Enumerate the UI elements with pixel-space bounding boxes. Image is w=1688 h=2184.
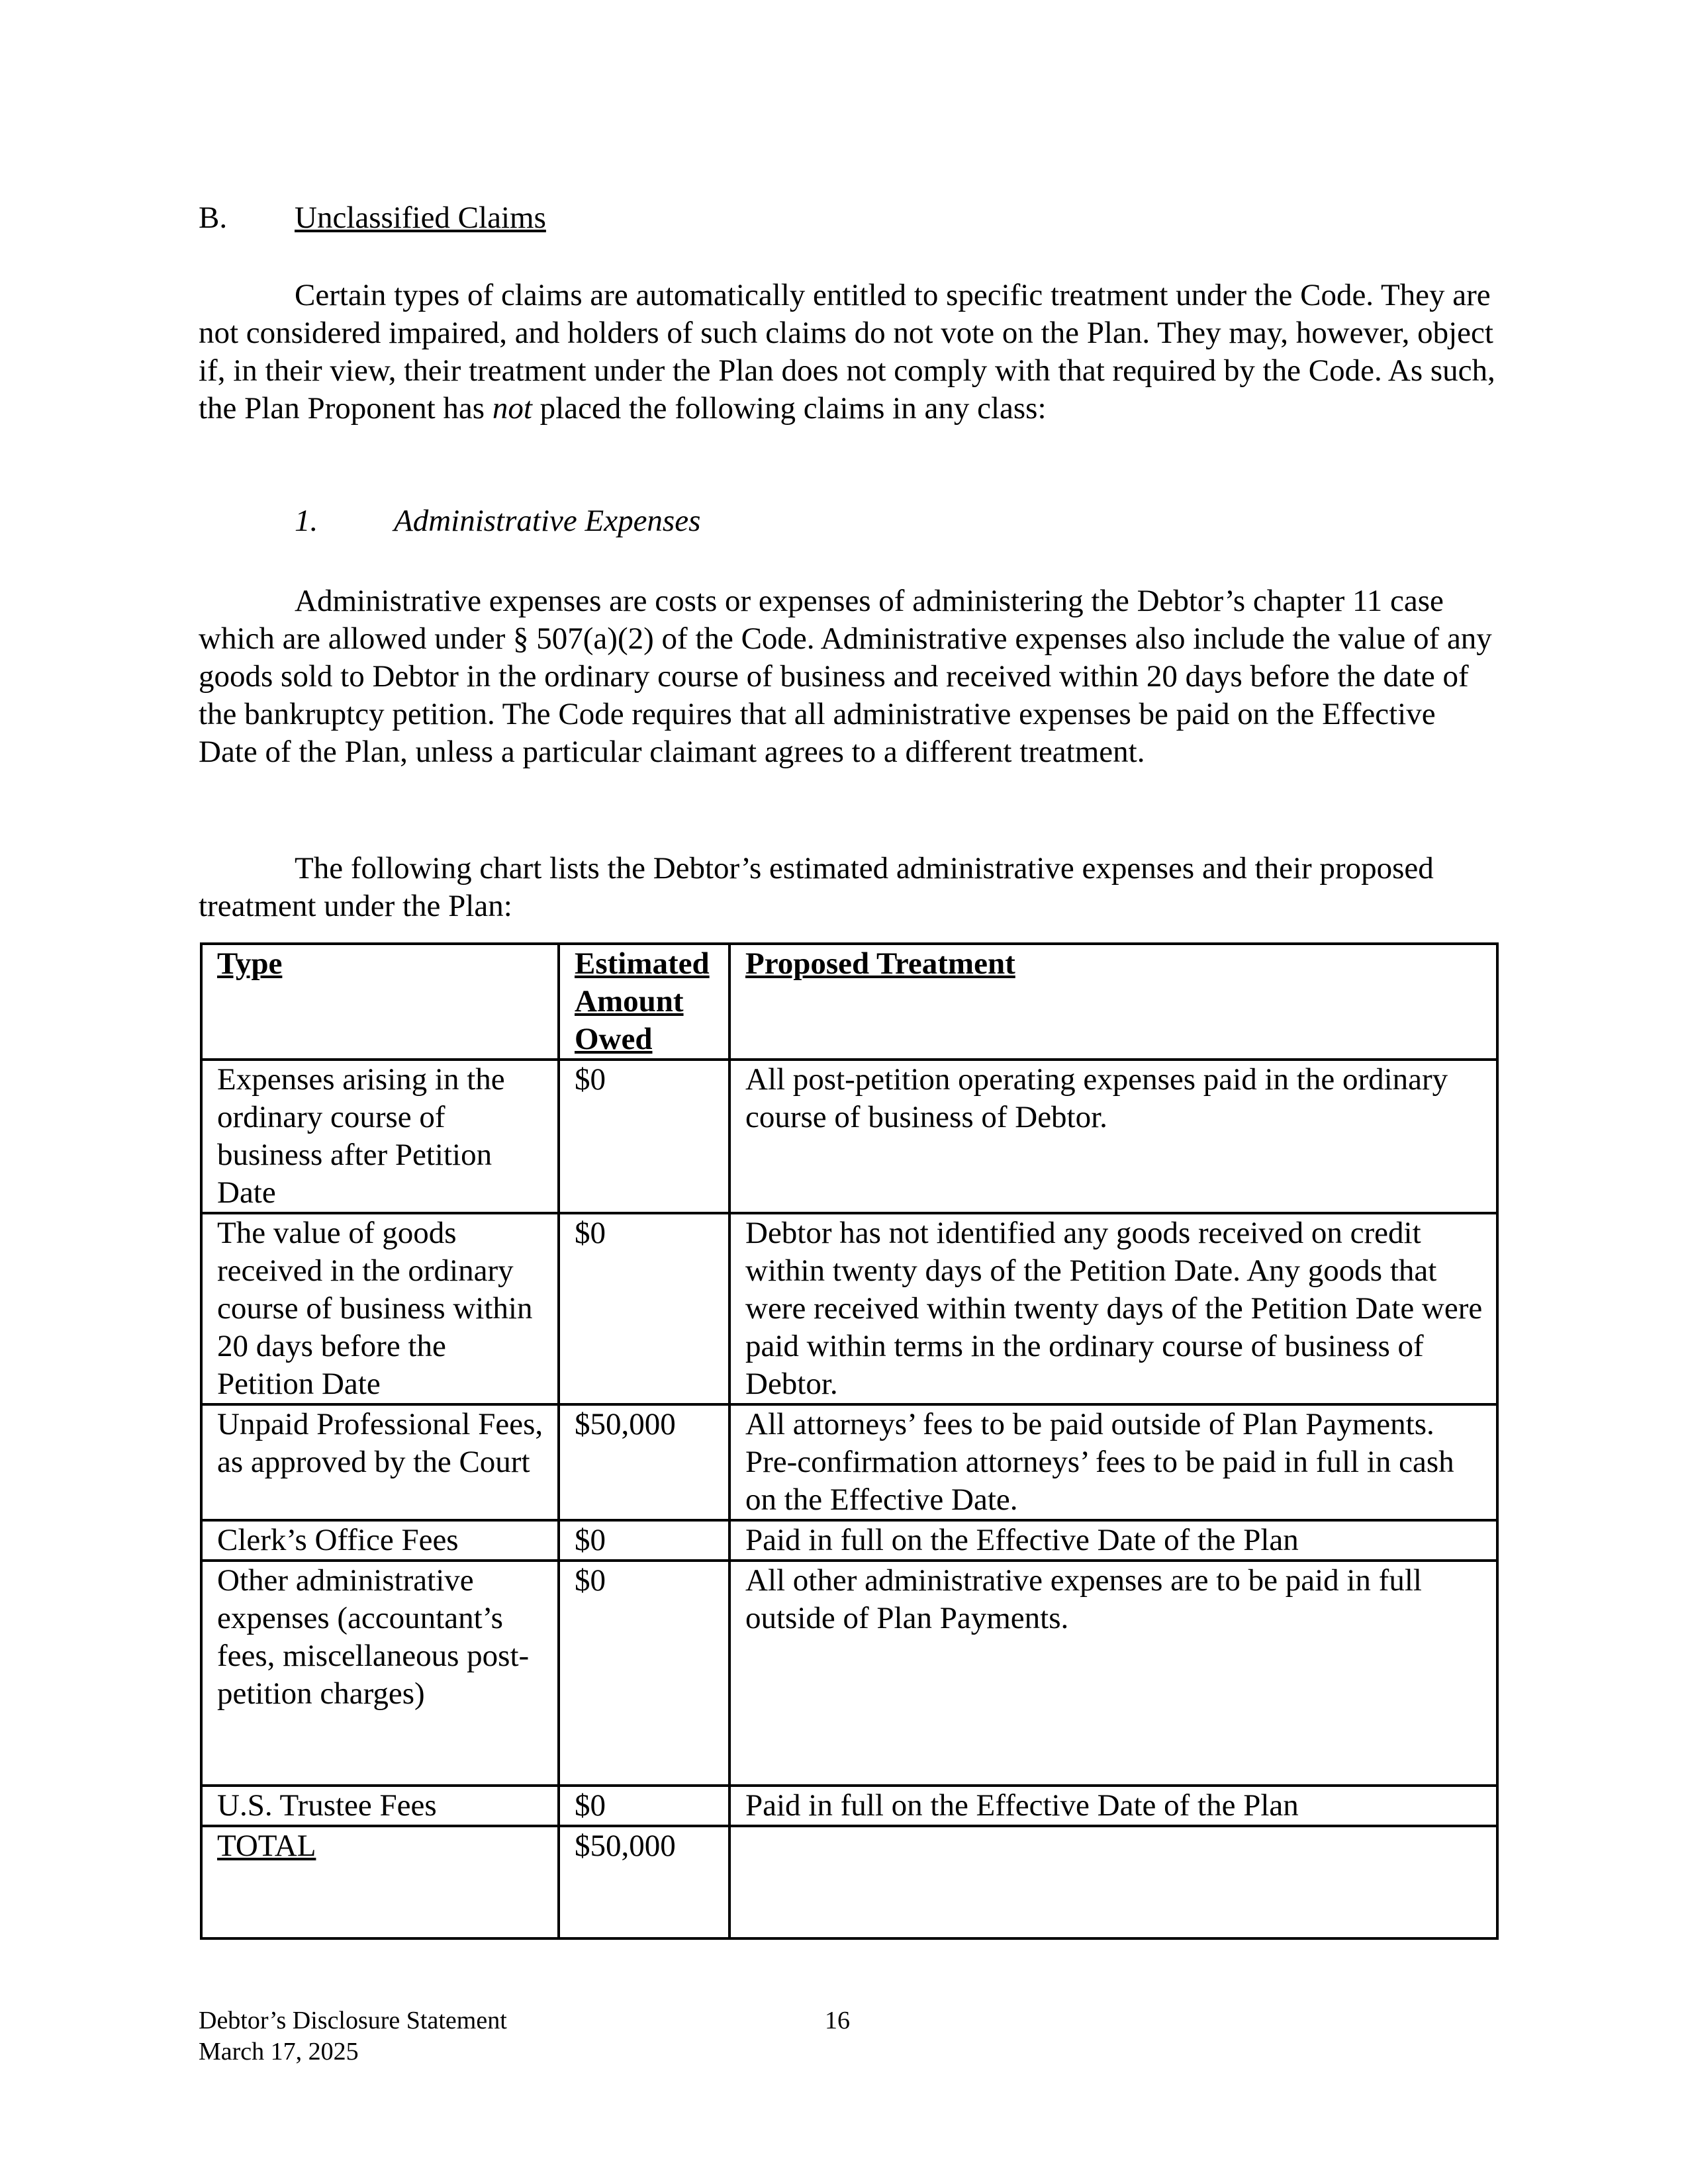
table-row bbox=[201, 1404, 1497, 1520]
intro-emphasis: not bbox=[492, 391, 532, 426]
header-type: Type bbox=[201, 944, 559, 1060]
subsection-heading bbox=[295, 502, 700, 540]
footer-date: March 17, 2025 bbox=[199, 2038, 359, 2066]
header-treatment: Proposed Treatment bbox=[729, 944, 1497, 1060]
footer-left bbox=[199, 2005, 507, 2068]
table-row bbox=[201, 1786, 1497, 1826]
section-title: Unclassified Claims bbox=[295, 201, 546, 235]
cell-amount: $0 bbox=[559, 1213, 729, 1404]
cell-treatment: Debtor has not identified any goods received on credit within twenty days of the Petition Date. Any goods that were received within twenty days of the Petition Date were paid within terms in the ordinary course of business of Debtor. bbox=[729, 1213, 1497, 1404]
cell-treatment: Paid in full on the Effective Date of the Plan bbox=[729, 1520, 1497, 1561]
intro-text-start: Certain types of claims are automatically entitled to specific treatment under the Code. They are not considered impaired, and holders of such claims do not vote on the Plan. They may, however, object if, in their view, their treatment under the Plan does not comply with that required by the Code. As such, the Plan Proponent has bbox=[199, 278, 1495, 426]
cell-type: Other administrative expenses (accountant’s fees, miscellaneous post-petition charges) bbox=[201, 1561, 559, 1786]
table-header-row bbox=[201, 944, 1497, 1060]
table-row bbox=[201, 1561, 1497, 1786]
cell-amount: $0 bbox=[559, 1520, 729, 1561]
page-number: 16 bbox=[825, 2007, 850, 2034]
cell-treatment: All other administrative expenses are to be paid in full outside of Plan Payments. bbox=[729, 1561, 1497, 1786]
table-row bbox=[201, 1520, 1497, 1561]
header-amount: Estimated Amount Owed bbox=[559, 944, 729, 1060]
section-heading bbox=[199, 199, 546, 237]
cell-treatment: Paid in full on the Effective Date of the Plan bbox=[729, 1786, 1497, 1826]
total-label: TOTAL bbox=[201, 1826, 559, 1938]
cell-type: U.S. Trustee Fees bbox=[201, 1786, 559, 1826]
cell-amount: $0 bbox=[559, 1561, 729, 1786]
section-number: B. bbox=[199, 201, 228, 235]
cell-amount: $50,000 bbox=[559, 1404, 729, 1520]
admin-expenses-paragraph bbox=[199, 582, 1496, 771]
intro-text-end: placed the following claims in any class: bbox=[532, 391, 1047, 426]
subsection-number: 1. bbox=[295, 504, 318, 538]
cell-type: Expenses arising in the ordinary course of business after Petition Date bbox=[201, 1060, 559, 1213]
chart-intro-paragraph bbox=[199, 850, 1496, 925]
cell-type: Unpaid Professional Fees, as approved by the Court bbox=[201, 1404, 559, 1520]
cell-type: Clerk’s Office Fees bbox=[201, 1520, 559, 1561]
total-treatment bbox=[729, 1826, 1497, 1938]
intro-paragraph bbox=[199, 277, 1496, 428]
admin-expenses-table bbox=[200, 942, 1499, 1940]
cell-treatment: All post-petition operating expenses paid in the ordinary course of business of Debtor. bbox=[729, 1060, 1497, 1213]
footer-title: Debtor’s Disclosure Statement bbox=[199, 2007, 507, 2034]
admin-expenses-text: Administrative expenses are costs or expenses of administering the Debtor’s chapter 11 case which are allowed under § 507(a)(2) of the Code. Administrative expenses also include the value of any goods sold to Debtor in the ordinary course of business and received within 20 days before the date of the bankruptcy petition. The Code requires that all administrative expenses be paid on the Effective Date of the Plan, unless a particular claimant agrees to a different treatment. bbox=[199, 584, 1492, 769]
cell-amount: $0 bbox=[559, 1060, 729, 1213]
table-row bbox=[201, 1213, 1497, 1404]
chart-intro-text: The following chart lists the Debtor’s estimated administrative expenses and their proposed treatment under the Plan: bbox=[199, 851, 1434, 923]
table-row bbox=[201, 1060, 1497, 1213]
cell-treatment: All attorneys’ fees to be paid outside of Plan Payments. Pre-confirmation attorneys’ fees to be paid in full in cash on the Effective Date. bbox=[729, 1404, 1497, 1520]
cell-type: The value of goods received in the ordinary course of business within 20 days before the Petition Date bbox=[201, 1213, 559, 1404]
cell-amount: $0 bbox=[559, 1786, 729, 1826]
subsection-title: Administrative Expenses bbox=[394, 504, 701, 538]
total-amount: $50,000 bbox=[559, 1826, 729, 1938]
table-total-row bbox=[201, 1826, 1497, 1938]
